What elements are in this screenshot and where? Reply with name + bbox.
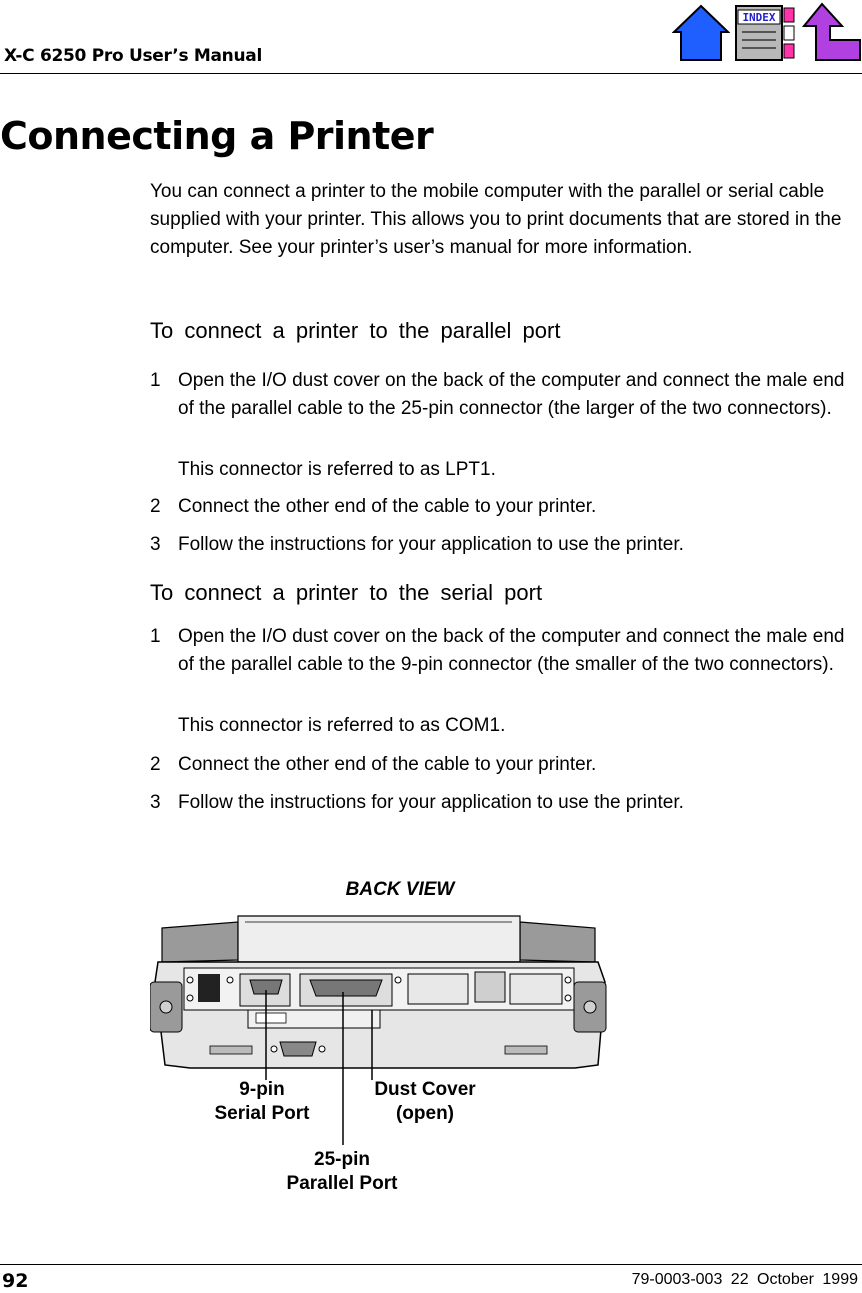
dust-cover-label (362, 1078, 488, 1126)
step-text: Open the I/O dust cover on the back of the computer and connect the male end of the parallel cable to the 9-pin connector (the smaller of the two connectors). (178, 626, 845, 675)
dust-label-line-2: (open) (395, 1103, 455, 1124)
step-text: Follow the instructions for your application to use the printer. (178, 534, 684, 555)
step-number: 3 (150, 792, 161, 813)
index-icon-label: INDEX (742, 11, 776, 24)
step-text: Follow the instructions for your application to use the printer. (178, 792, 684, 813)
index-button[interactable] (734, 2, 798, 64)
serial-label-line-2: Serial Port (214, 1103, 310, 1124)
index-icon (734, 2, 798, 64)
parallel-step-2 (150, 493, 860, 521)
back-view-figure (150, 870, 620, 1200)
step-number: 2 (150, 754, 161, 775)
header-divider (0, 73, 862, 74)
parallel-section-heading: To connect a printer to the parallel port (150, 318, 561, 343)
parallel-label-line-2: Parallel Port (286, 1173, 398, 1194)
parallel-step-1 (150, 367, 860, 451)
step-text: Connect the other end of the cable to your printer. (178, 496, 597, 517)
home-icon (672, 2, 730, 64)
intro-paragraph: You can connect a printer to the mobile computer with the parallel or serial cable supplied with your printer. This allows you to print documents that are stored in the computer. See your printer’s user’s manual for more information. (150, 181, 842, 258)
step-number: 1 (150, 626, 161, 647)
serial-step-3 (150, 789, 860, 817)
step-text: Open the I/O dust cover on the back of the computer and connect the male end of the parallel cable to the 25-pin connector (the larger of the two connectors). (178, 370, 845, 419)
manual-title: X-C 6250 Pro User’s Manual (4, 46, 262, 66)
footer-divider (0, 1264, 862, 1265)
parallel-label-line-1: 25-pin (314, 1149, 370, 1170)
step-number: 1 (150, 370, 161, 391)
home-button[interactable] (672, 2, 730, 64)
step-number: 2 (150, 496, 161, 517)
parallel-note: This connector is referred to as LPT1. (178, 459, 496, 480)
step-number: 3 (150, 534, 161, 555)
nav-toolbar (672, 2, 862, 64)
figure-title: BACK VIEW (345, 879, 455, 900)
dust-label-line-1: Dust Cover (374, 1079, 476, 1100)
page-title: Connecting a Printer (0, 114, 434, 158)
serial-note: This connector is referred to as COM1. (178, 715, 506, 736)
page-number: 92 (2, 1270, 29, 1292)
step-text: Connect the other end of the cable to your printer. (178, 754, 597, 775)
back-button[interactable] (802, 2, 862, 64)
serial-step-1 (150, 623, 860, 707)
parallel-step-3 (150, 531, 860, 559)
serial-label-line-1: 9-pin (239, 1079, 285, 1100)
serial-port-label (200, 1078, 324, 1126)
parallel-port-label (274, 1148, 410, 1196)
up-arrow-icon (802, 2, 862, 64)
document-id-date: 79-0003-003 22 October 1999 (631, 1271, 858, 1288)
serial-step-2 (150, 751, 860, 779)
serial-section-heading: To connect a printer to the serial port (150, 580, 543, 605)
